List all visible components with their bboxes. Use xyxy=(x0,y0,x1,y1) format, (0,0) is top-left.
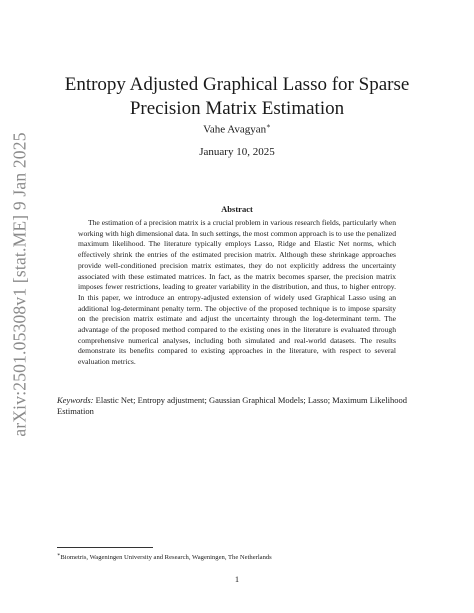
arxiv-identifier-stamp xyxy=(6,131,34,437)
footnote-text: Biometris, Wageningen University and Research, Wageningen, The Netherlands xyxy=(60,554,272,562)
author-affiliation-footnote xyxy=(57,551,417,562)
page-number: 1 xyxy=(234,574,240,584)
footnote-divider xyxy=(57,547,153,548)
keywords-text: Elastic Net; Entropy adjustment; Gaussian Graphical Models; Lasso; Maximum Likelihood Estimation xyxy=(57,395,408,416)
author-name: Vahe Avagyan xyxy=(203,123,267,136)
author-footnote-marker: ∗ xyxy=(266,122,271,130)
keywords-line xyxy=(57,395,417,417)
paper-title-line-2: Precision Matrix Estimation xyxy=(129,98,345,119)
paper-title-line-1: Entropy Adjusted Graphical Lasso for Sparse xyxy=(64,74,410,95)
keywords-label: Keywords: xyxy=(57,395,94,405)
author-line xyxy=(0,122,474,136)
arxiv-identifier-text: arXiv:2501.05308v1 [stat.ME] 9 Jan 2025 xyxy=(9,131,30,437)
abstract-text: The estimation of a precision matrix is a crucial problem in various research fields, particularly when working with high dimensional data. In such settings, the most common approach is to use the penalized maximum likelihood. The literature typically employs Lasso, Ridge and Elastic Net norms, which effectively shrink the entries of the estimated precision matrix. Although these shrinkage approaches provide well-conditioned precision matrix estimates, they do not explicitly address the uncertainty associated with these estimated matrices. In fact, as the matrix becomes sparser, the precision matrix imposes fewer restrictions, leading to greater variability in the distribution, and thus, to higher entropy. In this paper, we introduce an entropy-adjusted extension of widely used Graphical Lasso using an additional log-determinant penalty term. The objective of the proposed technique is to impose sparsity on the precision matrix estimate and adjust the uncertainty through the log-determinant term. The advantage of the proposed method compared to the existing ones in the literature is evaluated through comprehensive numerical analyses, including both simulated and real-world datasets. The results demonstrate its benefits compared to existing approaches in the literature, with respect to several evaluation metrics. xyxy=(78,218,396,367)
footnote-marker: ∗ xyxy=(57,553,61,558)
abstract-heading: Abstract xyxy=(221,204,253,214)
publication-date: January 10, 2025 xyxy=(199,146,275,158)
